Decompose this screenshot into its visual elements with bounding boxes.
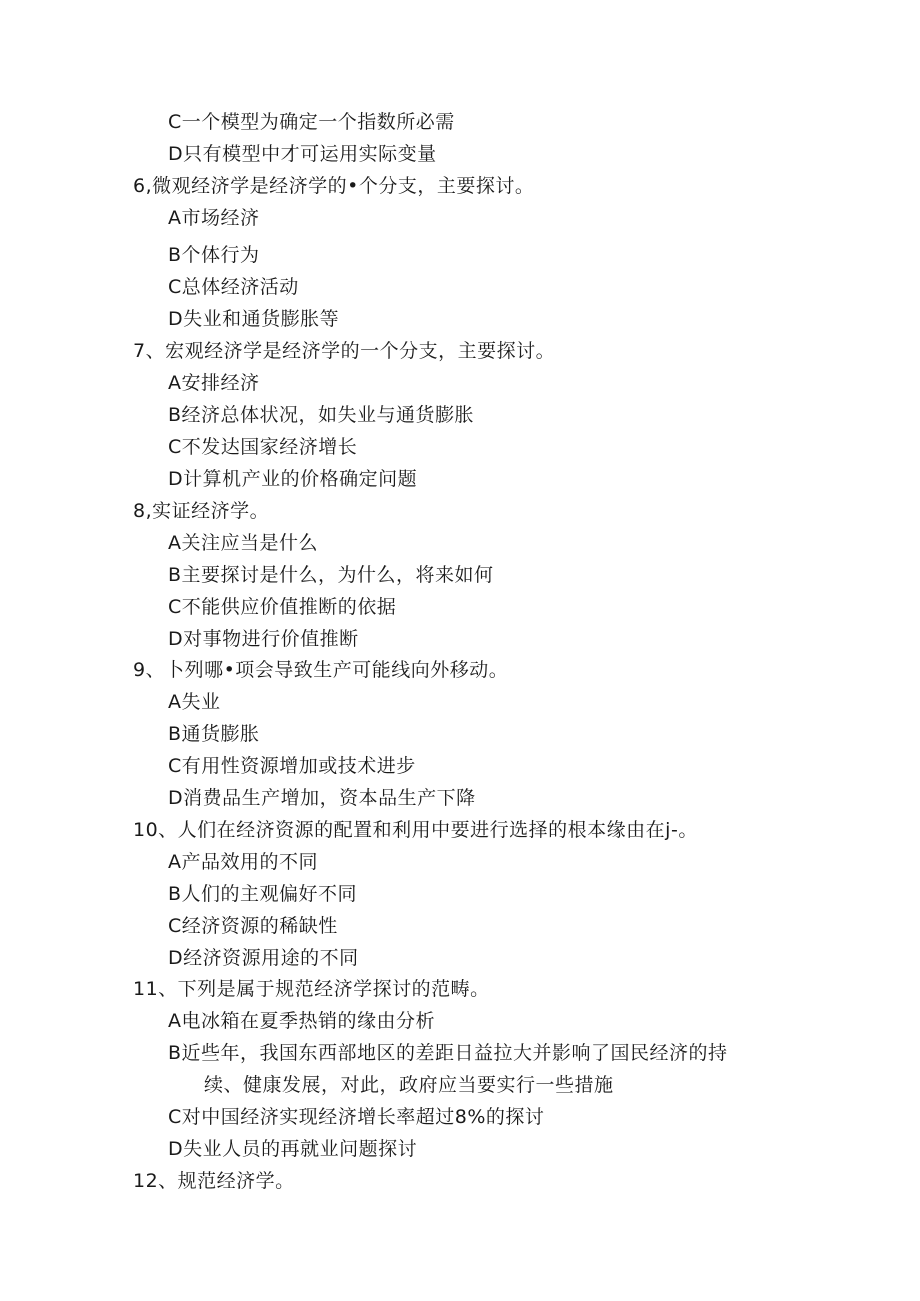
option-a-q7: A安排经济	[168, 372, 260, 394]
option-c-q7: C不发达国家经济增长	[168, 436, 358, 458]
option-c-q6: C总体经济活动	[168, 276, 299, 298]
option-c-q5: C一个模型为确定一个指数所必需	[168, 111, 455, 133]
option-b-q9: B通货膨胀	[168, 723, 260, 745]
question-11: 11、下列是属于规范经济学探讨的范畴。	[133, 978, 490, 1000]
option-d-q8: D对事物进行价值推断	[168, 628, 359, 650]
option-d-q11: D失业人员的再就业问题探讨	[168, 1138, 418, 1160]
option-d-q7: D计算机产业的价格确定问题	[168, 468, 418, 490]
question-7: 7、宏观经济学是经济学的一个分支，主要探讨。	[133, 340, 556, 362]
question-12: 12、规范经济学。	[133, 1170, 295, 1192]
option-a-q6: A市场经济	[168, 207, 260, 229]
question-8: 8,实证经济学。	[133, 500, 270, 522]
option-d-q10: D经济资源用途的不同	[168, 947, 359, 969]
option-c-q10: C经济资源的稀缺性	[168, 915, 338, 937]
option-b-q11: B近些年，我国东西部地区的差距日益拉大并影响了国民经济的持	[168, 1042, 728, 1064]
question-9: 9、卜列哪•项会导致生产可能线向外移动。	[133, 659, 509, 681]
option-b-q11-continued: 续、健康发展，对此，政府应当要实行一些措施	[204, 1074, 614, 1096]
option-b-q10: B人们的主观偏好不同	[168, 883, 358, 905]
option-a-q8: A关注应当是什么	[168, 532, 318, 554]
option-b-q8: B主要探讨是什么，为什么，将来如何	[168, 564, 494, 586]
option-b-q7: B经济总体状况，如失业与通货膨胀	[168, 404, 475, 426]
question-6: 6,微观经济学是经济学的•个分支，主要探讨。	[133, 175, 535, 197]
option-a-q11: A电冰箱在夏季热销的缘由分析	[168, 1010, 435, 1032]
option-c-q9: C有用性资源增加或技术进步	[168, 755, 416, 777]
option-c-q8: C不能供应价值推断的依据	[168, 596, 397, 618]
option-d-q5: D只有模型中才可运用实际变量	[168, 143, 437, 165]
option-c-q11: C对中国经济实现经济增长率超过8%的探讨	[168, 1106, 545, 1128]
option-b-q6: B个体行为	[168, 244, 260, 266]
option-a-q9: A失业	[168, 691, 221, 713]
question-10: 10、人们在经济资源的配置和利用中要进行选择的根本缘由在j-。	[133, 819, 698, 841]
option-a-q10: A产品效用的不同	[168, 851, 318, 873]
option-d-q9: D消费品生产增加，资本品生产下降	[168, 787, 476, 809]
option-d-q6: D失业和通货膨胀等	[168, 308, 340, 330]
